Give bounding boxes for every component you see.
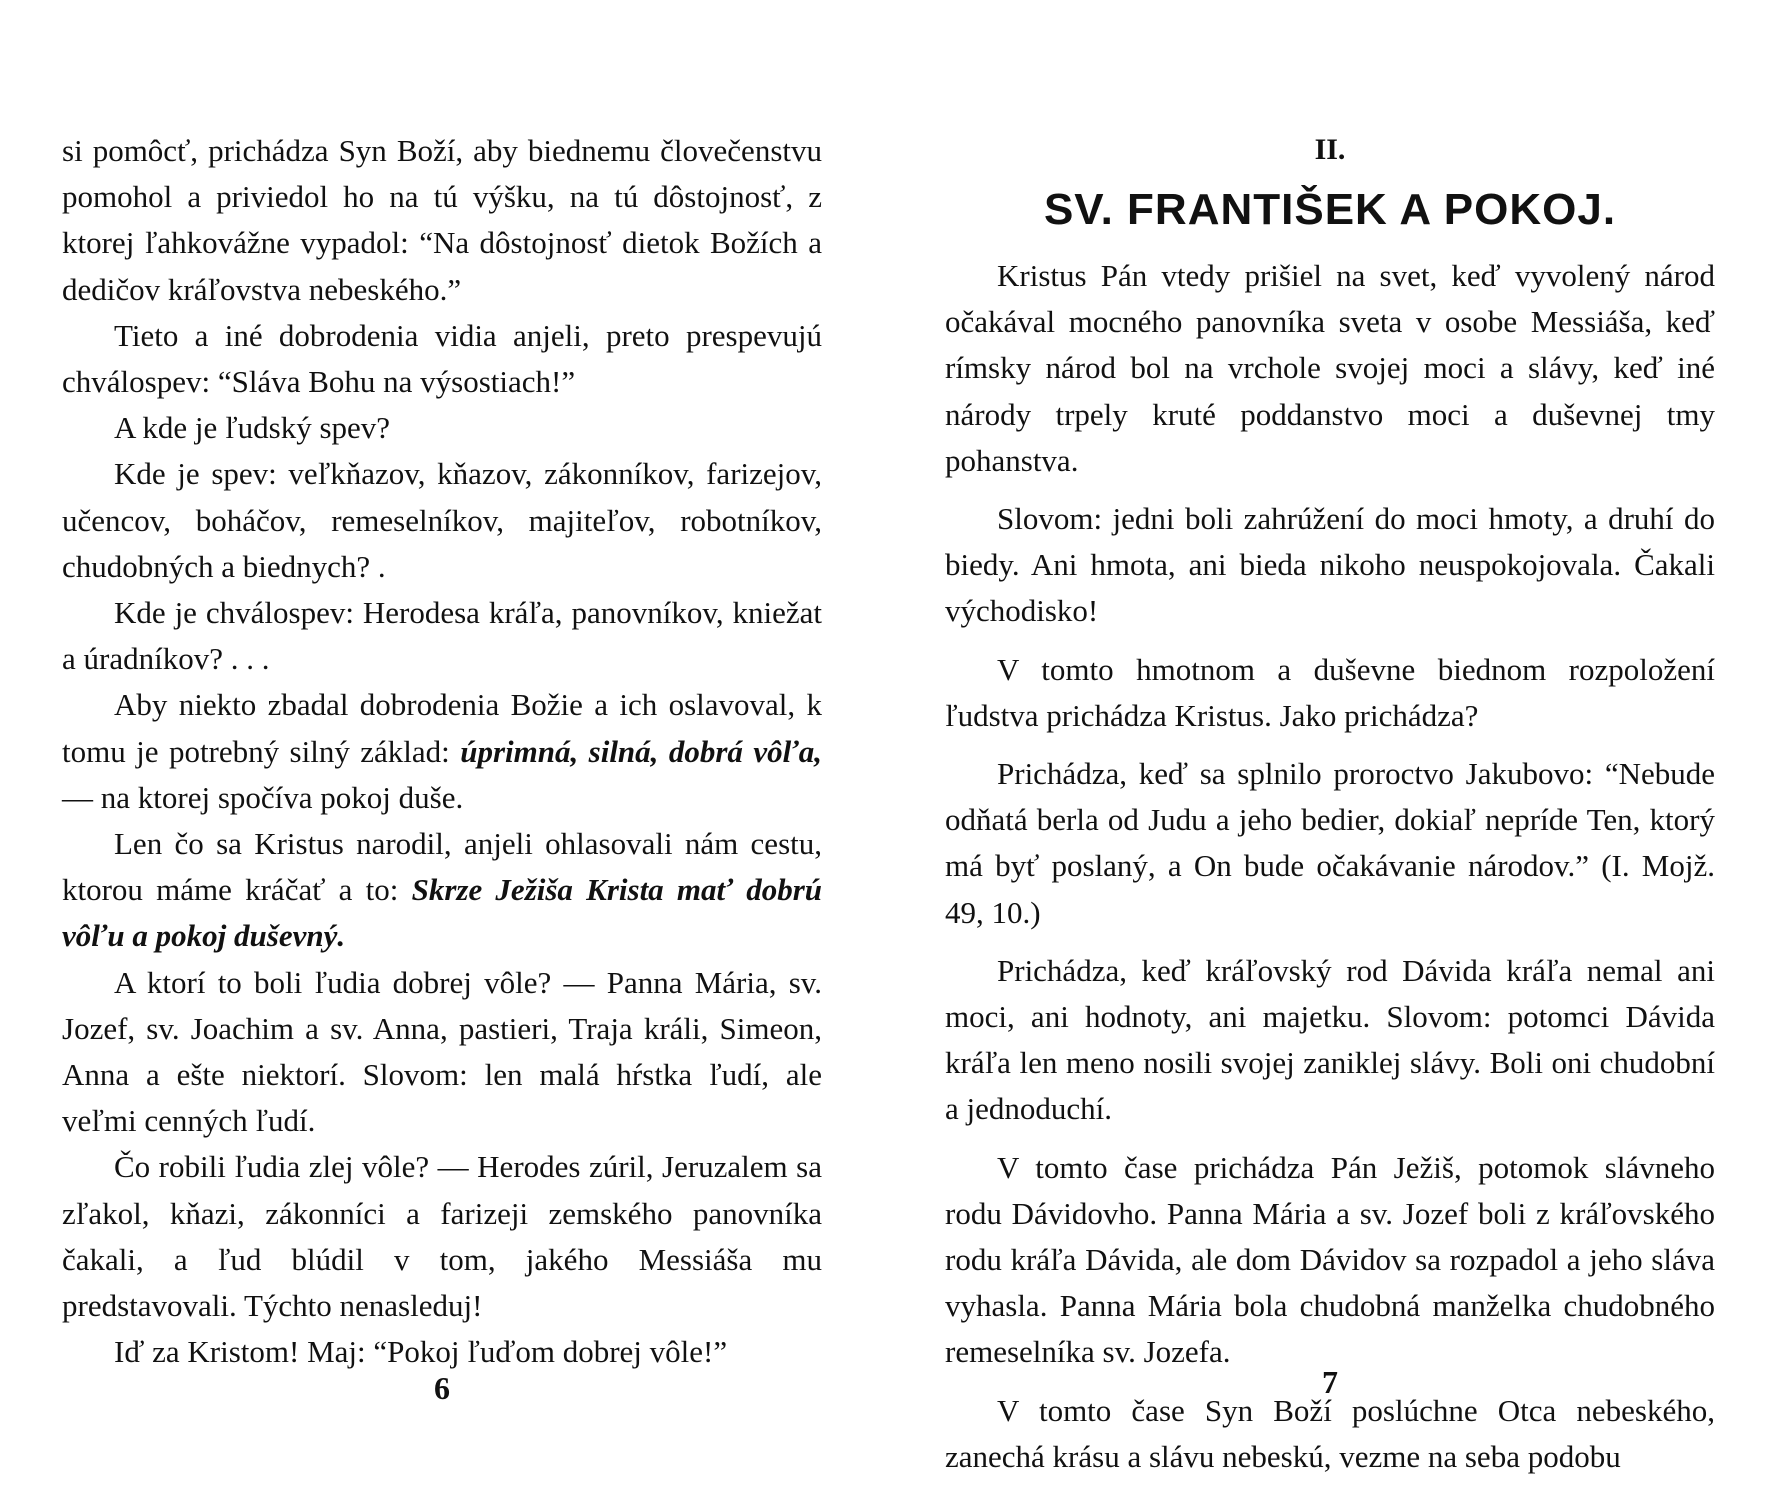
left-page-text [62, 128, 822, 1375]
right-page-text [945, 253, 1715, 1480]
paragraph [62, 682, 822, 821]
chapter-title: SV. FRANTIŠEK A POKOJ. [1043, 185, 1617, 234]
paragraph: Prichádza, keď sa splnilo proroctvo Jakubovo: “Nebude odňatá berla od Judu a jeho bedier, dokiaľ nepríde Ten, ktorý má byť poslaný, a On bude očakávanie národov.” (I. Mojž. 49, 10.) [945, 756, 1715, 930]
paragraph: V tomto čase prichádza Pán Ježiš, potomok slávneho rodu Dávidovho. Panna Mária a sv. Jozef boli z kráľovského rodu kráľa Dávida, ale dom Dávidov sa rozpadol a jeho sláva vyhasla. Panna Mária bola chudobná manželka chudobného remeselníka sv. Jozefa. [945, 1149, 1715, 1370]
paragraph-text: — na ktorej spočíva pokoj duše. [62, 779, 464, 815]
paragraph: Tieto a iné dobrodenia vidia anjeli, preto prespevujú chválospev: “Sláva Bohu na výsostiach!” [62, 317, 822, 400]
paragraph: V tomto hmotnom a duševne biednom rozpoložení ľudstva prichádza Kristus. Jako prichádza? [945, 651, 1715, 733]
paragraph: Čo robili ľudia zlej vôle? — Herodes zúril, Jeruzalem sa zľakol, kňazi, zákonníci a farizeji zemského panovníka čakali, a ľud blúdil v tom, jakého Messiáša mu predstavovali. Týchto nenasleduj! [62, 1149, 822, 1324]
emphasis-text: Skrze Ježiša Krista mať dobrú vôľu a pokoj duševný. [62, 872, 822, 954]
paragraph-text: Len čo sa Kristus narodil, anjeli ohlasovali nám cestu, ktorou máme kráčať a to: [62, 826, 822, 908]
paragraph: Kristus Pán vtedy prišiel na svet, keď vyvolený národ očakával mocného panovníka sveta v osobe Messiáša, keď rímsky národ bol na vrchole svojej moci a slávy, keď iné národy trpely kruté poddanstvo moci a duševnej tmy pohanstva. [945, 258, 1715, 478]
page-number: 6 [434, 1370, 450, 1406]
paragraph [62, 821, 822, 960]
chapter-number: II. [1314, 133, 1346, 166]
paragraph: si pomôcť, prichádza Syn Boží, aby biednemu človečenstvu pomohol a priviedol ho na tú výšku, na tú dôstojnosť, z ktorej ľahkovážne vypadol: “Na dôstojnosť dietok Božích a dedičov kráľovstva nebeského.” [62, 133, 822, 307]
paragraph-text: Aby niekto zbadal dobrodenia Božie a ich oslavoval, k tomu je potrebný silný základ: [62, 687, 822, 769]
right-page [945, 0, 1715, 1500]
paragraph: A ktorí to boli ľudia dobrej vôle? — Panna Mária, sv. Jozef, sv. Joachim a sv. Anna, pastieri, Traja králi, Simeon, Anna a ešte niektorí. Slovom: len malá hŕstka ľudí, ale veľmi cenných ľudí. [62, 964, 822, 1139]
paragraph: Iď za Kristom! Maj: “Pokoj ľuďom dobrej vôle!” [114, 1334, 728, 1370]
paragraph: Kde je chválospev: Herodesa kráľa, panovníkov, kniežat a úradníkov? . . . [62, 595, 822, 677]
page-number: 7 [1322, 1364, 1338, 1400]
left-page [62, 0, 822, 1500]
emphasis-text: úprimná, silná, dobrá vôľa, [460, 733, 822, 769]
paragraph: Kde je spev: veľkňazov, kňazov, zákonníkov, farizejov, učencov, boháčov, remeselníkov, majiteľov, robotníkov, chudobných a biednych? . [62, 456, 822, 584]
paragraph: Slovom: jedni boli zahrúžení do moci hmoty, a druhí do biedy. Ani hmota, ani bieda nikoho neuspokojovala. Čakali východisko! [945, 501, 1715, 629]
paragraph: Prichádza, keď kráľovský rod Dávida kráľa nemal ani moci, ani hodnoty, ani majetku. Slovom: potomci Dávida kráľa len meno nosili svojej zaniklej slávy. Boli oni chudobní a jednoduchí. [945, 952, 1715, 1127]
paragraph: V tomto čase Syn Boží poslúchne Otca nebeského, zanechá krásu a slávu nebeskú, vezme na seba podobu [945, 1392, 1715, 1474]
paragraph: A kde je ľudský spev? [114, 410, 391, 446]
